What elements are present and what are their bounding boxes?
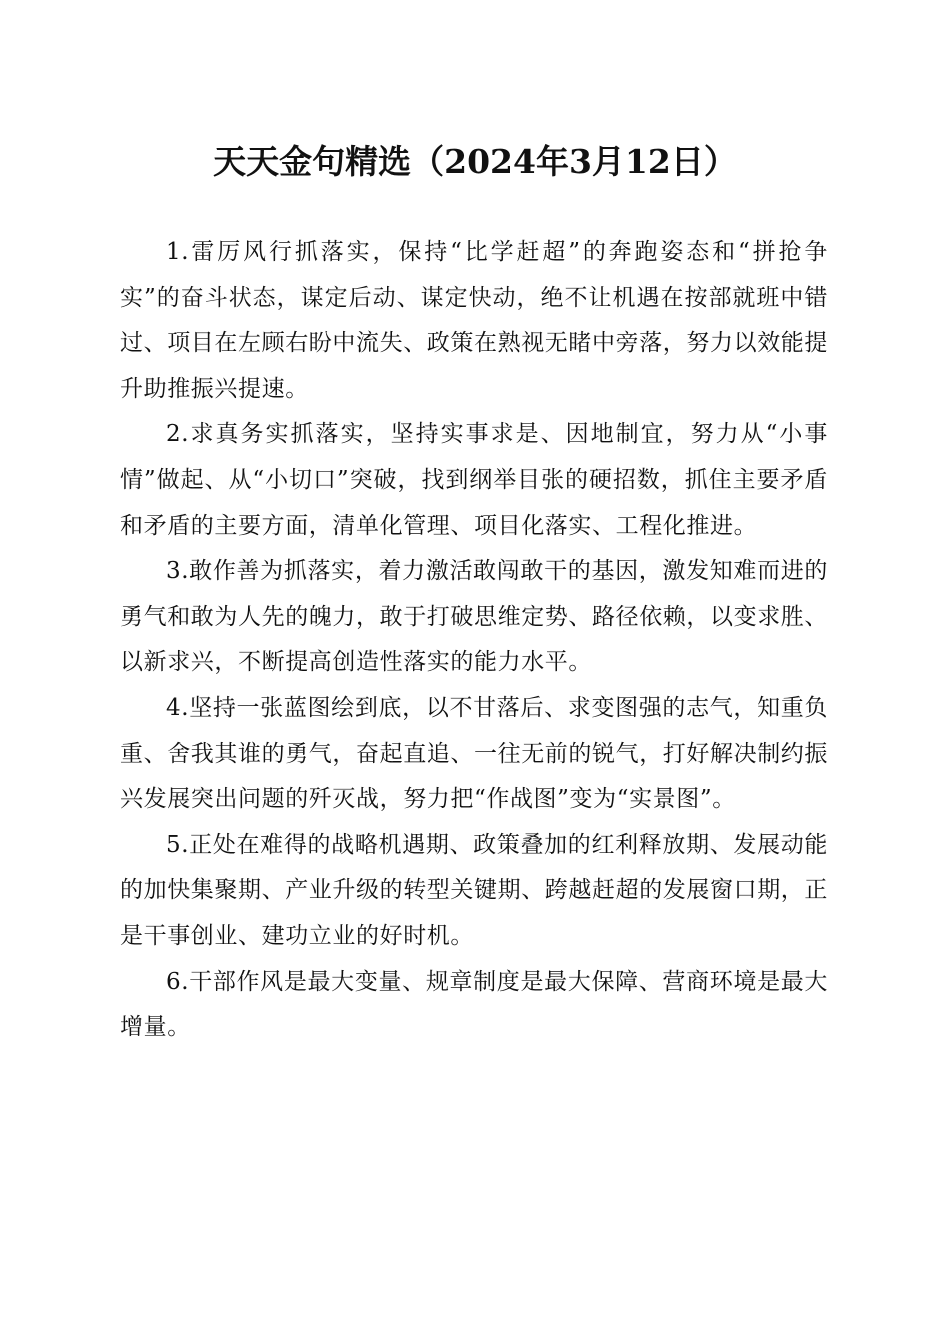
paragraph-3: 3.敢作善为抓落实，着力激活敢闯敢干的基因，激发知难而进的勇气和敢为人先的魄力，敢于打破思维定势、路径依赖，以变求胜、以新求兴，不断提高创造性落实的能力水平。 [120, 558, 828, 676]
paragraph-4: 4.坚持一张蓝图绘到底，以不甘落后、求变图强的志气，知重负重、舍我其谁的勇气，奋起直追、一往无前的锐气，打好解决制约振兴发展突出问题的歼灭战，努力把“作战图”变为“实景图”。 [120, 694, 828, 813]
paragraph-5: 5.正处在难得的战略机遇期、政策叠加的红利释放期、发展动能的加快集聚期、产业升级的转型关键期、跨越赶超的发展窗口期，正是干事创业、建功立业的好时机。 [120, 831, 828, 949]
paragraph-2: 2.求真务实抓落实，坚持实事求是、因地制宜，努力从“小事情”做起、从“小切口”突破，找到纲举目张的硬招数，抓住主要矛盾和矛盾的主要方面，清单化管理、项目化落实、工程化推进。 [120, 421, 828, 539]
document-body [120, 230, 828, 1051]
page-title: 天天金句精选（2024年3月12日） [213, 142, 737, 181]
paragraph-1: 1.雷厉风行抓落实，保持“比学赶超”的奔跑姿态和“拼抢争实”的奋斗状态，谋定后动、谋定快动，绝不让机遇在按部就班中错过、项目在左顾右盼中流失、政策在熟视无睹中旁落，努力以效能提升助推振兴提速。 [120, 239, 828, 402]
paragraph-6: 6.干部作风是最大变量、规章制度是最大保障、营商环境是最大增量。 [120, 968, 828, 1041]
